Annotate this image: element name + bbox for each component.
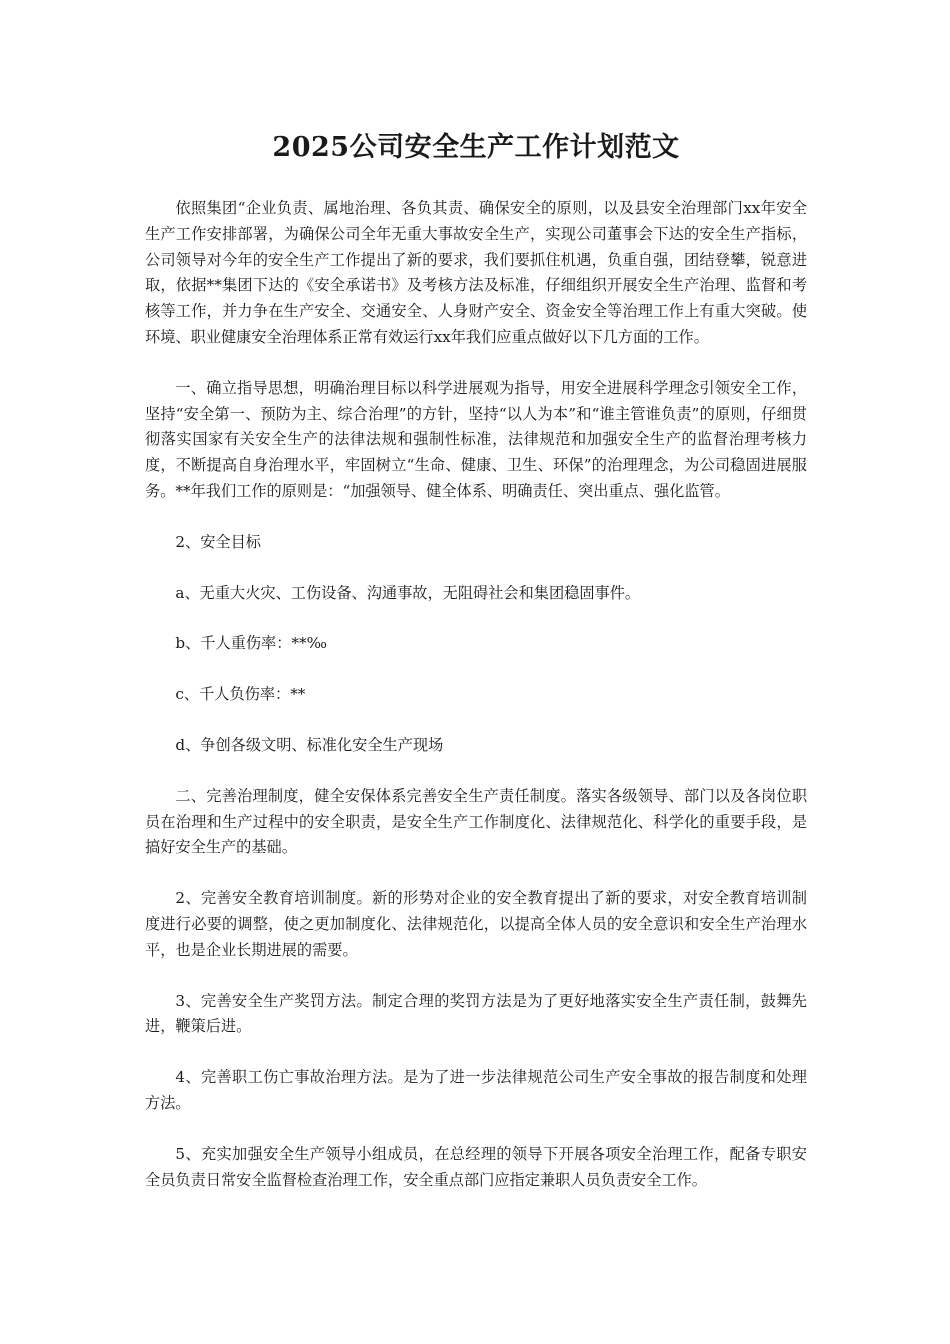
paragraph-rewards: 3、完善安全生产奖罚方法。制定合理的奖罚方法是为了更好地落实安全生产责任制，鼓舞先进，鞭策后进。 bbox=[145, 991, 807, 1036]
paragraph-section-1: 一、确立指导思想，明确治理目标以科学进展观为指导，用安全进展科学理念引领安全工作，坚持“安全第一、预防为主、综合治理”的方针，坚持“以人为本”和“谁主管谁负责”的原则，仔细贯彻落实国家有关安全生产的法律法规和强制性标准，法律规范和加强安全生产的监督治理考核力度，不断提高自身治理水平，牢固树立“生命、健康、卫生、环保”的治理理念，为公司稳固进展服务。**年我们工作的原则是：“加强领导、健全体系、明确责任、突出重点、强化监管。 bbox=[145, 378, 807, 500]
paragraph-goal-c: c、千人负伤率：** bbox=[175, 685, 306, 704]
paragraph-training: 2、完善安全教育培训制度。新的形势对企业的安全教育提出了新的要求，对安全教育培训制度进行必要的调整，使之更加制度化、法律规范化，以提高全体人员的安全意识和安全生产治理水平，也是企业长期进展的需要。 bbox=[145, 889, 807, 959]
paragraph-goal-d: d、争创各级文明、标准化安全生产现场 bbox=[175, 735, 444, 754]
paragraph-goal-b: b、千人重伤率：**‰ bbox=[175, 634, 327, 653]
paragraph-leadership: 5、充实加强安全生产领导小组成员，在总经理的领导下开展各项安全治理工作，配备专职安全员负责日常安全监督检查治理工作，安全重点部门应指定兼职人员负责安全工作。 bbox=[145, 1144, 807, 1189]
paragraph-goal-a: a、无重大火灾、工伤设备、沟通事故，无阻碍社会和集团稳固事件。 bbox=[175, 583, 641, 602]
paragraph-intro: 依照集团“企业负责、属地治理、各负其责、确保安全的原则，以及县安全治理部门xx年安全生产工作安排部署，为确保公司全年无重大事故安全生产，实现公司董事会下达的安全生产指标，公司领导对今年的安全生产工作提出了新的要求，我们要抓住机遇，负重自强，团结登攀，锐意进取，依据**集团下达的《安全承诺书》及考核方法及标准，仔细组织开展安全生产治理、监督和考核等工作，并力争在生产安全、交通安全、人身财产安全、资金安全等治理工作上有重大突破。使环境、职业健康安全治理体系正常有效运行xx年我们应重点做好以下几方面的工作。 bbox=[145, 199, 807, 346]
paragraph-safety-goals: 2、安全目标 bbox=[175, 532, 261, 551]
paragraph-accidents: 4、完善职工伤亡事故治理方法。是为了进一步法律规范公司生产安全事故的报告制度和处理方法。 bbox=[145, 1068, 807, 1112]
document-title: 2025公司安全生产工作计划范文 bbox=[272, 132, 680, 163]
paragraph-section-2: 二、完善治理制度，健全安保体系完善安全生产责任制度。落实各级领导、部门以及各岗位职员在治理和生产过程中的安全职责，是安全生产工作制度化、法律规范化、科学化的重要手段，是搞好安全生产的基础。 bbox=[145, 786, 807, 857]
document-page bbox=[145, 128, 807, 1218]
